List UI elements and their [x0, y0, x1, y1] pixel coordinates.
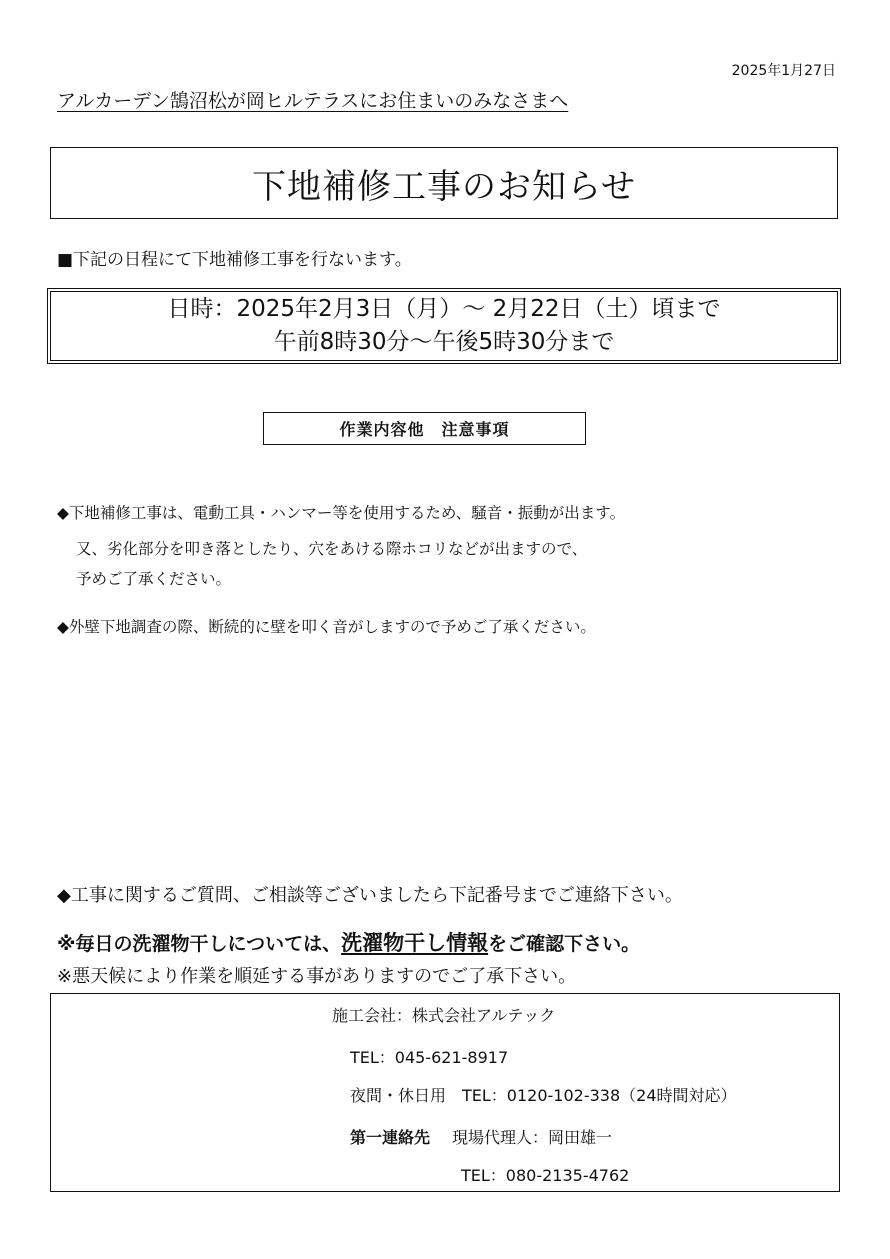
- page-title: 下地補修工事のお知らせ: [252, 166, 636, 207]
- note-dust-cont: 予めご了承ください。: [76, 570, 232, 588]
- laundry-info-link[interactable]: 洗濯物干し情報: [341, 931, 489, 955]
- contact-instruction: ◆工事に関するご質問、ご相談等ございましたら下記番号までご連絡下さい。: [57, 885, 683, 906]
- note-survey: ◆外壁下地調査の際、断続的に壁を叩く音がしますので予めご了承ください。: [57, 618, 596, 636]
- schedule-hours: 午前8時30分～午後5時30分まで: [273, 329, 615, 355]
- first-contact-label: 第一連絡先: [350, 1128, 431, 1147]
- contractor-night-tel: 夜間・休日用 TEL：0120-102-338（24時間対応）: [350, 1086, 737, 1105]
- work-details-heading: 作業内容他 注意事項: [263, 412, 586, 445]
- note-dust: 又、劣化部分を叩き落としたり、穴をあける際ホコリなどが出ますので、: [76, 540, 588, 558]
- title-box: [50, 147, 838, 219]
- recipient-line: アルカーデン鵠沼松が岡ヒルテラスにお住まいのみなさまへ: [57, 90, 569, 112]
- first-contact: [350, 1125, 612, 1148]
- schedule-dates: 日時：2025年2月3日（月）～ 2月22日（土）頃まで: [167, 296, 721, 322]
- notice-date: 2025年1月27日: [731, 63, 836, 79]
- weather-notice: ※悪天候により作業を順延する事がありますのでご了承下さい。: [57, 966, 577, 987]
- schedule-box: [47, 288, 841, 364]
- laundry-prefix: ※毎日の洗濯物干しについては、: [57, 933, 342, 955]
- laundry-notice: [57, 927, 640, 957]
- first-contact-person: 現場代理人：岡田雄一: [452, 1128, 613, 1147]
- first-contact-tel: TEL：080-2135-4762: [461, 1166, 630, 1185]
- contractor-company: 施工会社：株式会社アルテック: [332, 1006, 556, 1025]
- note-noise: ◆下地補修工事は、電動工具・ハンマー等を使用するため、騒音・振動が出ます。: [57, 504, 626, 522]
- contractor-tel: TEL：045-621-8917: [350, 1048, 509, 1067]
- laundry-suffix: をご確認下さい。: [488, 933, 641, 955]
- intro-text: ■下記の日程にて下地補修工事を行ないます。: [57, 250, 412, 270]
